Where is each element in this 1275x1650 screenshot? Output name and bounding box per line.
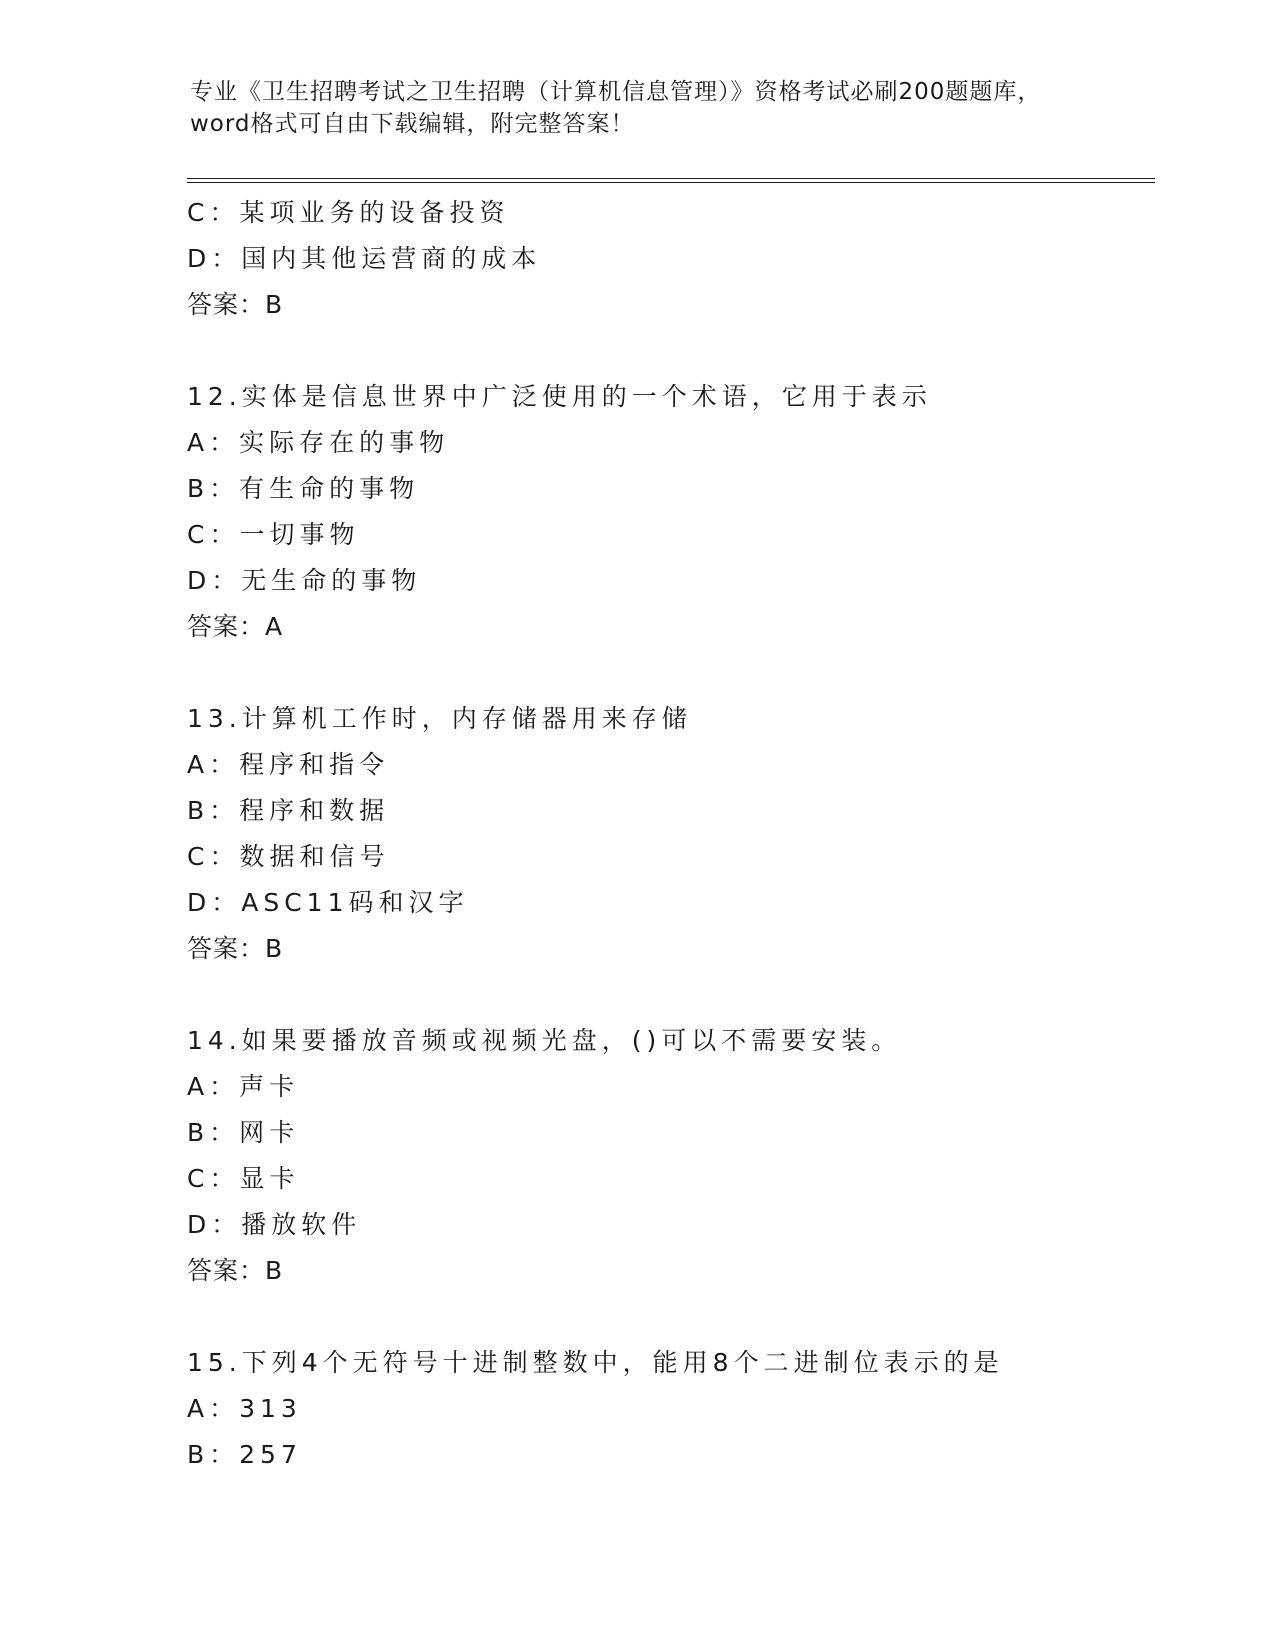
option-c: C：一切事物 xyxy=(187,520,360,549)
spacer xyxy=(187,972,1147,1018)
answer-line: 答案：A xyxy=(187,612,284,641)
question-stem: 13.计算机工作时，内存储器用来存储 xyxy=(187,704,692,733)
option-d: D：播放软件 xyxy=(187,1210,362,1239)
header-title-line-1: 专业《卫生招聘考试之卫生招聘（计算机信息管理）》资格考试必刷200题题库， xyxy=(190,79,1042,105)
option-a: A：程序和指令 xyxy=(187,750,390,779)
question-stem: 12.实体是信息世界中广泛使用的一个术语，它用于表示 xyxy=(187,382,932,411)
option-a: A：实际存在的事物 xyxy=(187,428,450,457)
document-header xyxy=(190,76,1090,140)
option-c: C：数据和信号 xyxy=(187,842,390,871)
option-b: B：257 xyxy=(187,1440,302,1469)
question-stem: 14.如果要播放音频或视频光盘，()可以不需要安装。 xyxy=(187,1026,902,1055)
spacer xyxy=(187,328,1147,374)
header-divider-top xyxy=(187,178,1155,179)
option-a: A：声卡 xyxy=(187,1072,300,1101)
option-b: B：程序和数据 xyxy=(187,796,390,825)
answer-line: 答案：B xyxy=(187,934,284,963)
option-c: C：某项业务的设备投资 xyxy=(187,198,510,227)
question-stem: 15.下列4个无符号十进制整数中，能用8个二进制位表示的是 xyxy=(187,1348,1004,1377)
spacer xyxy=(187,1294,1147,1340)
option-d: D：ASC11码和汉字 xyxy=(187,888,469,917)
answer-line: 答案：B xyxy=(187,1256,284,1285)
option-a: A：313 xyxy=(187,1394,302,1423)
question-list xyxy=(187,190,1147,1478)
option-d: D：国内其他运营商的成本 xyxy=(187,244,542,273)
spacer xyxy=(187,650,1147,696)
answer-line: 答案：B xyxy=(187,290,284,319)
option-c: C：显卡 xyxy=(187,1164,300,1193)
option-b: B：网卡 xyxy=(187,1118,300,1147)
option-b: B：有生命的事物 xyxy=(187,474,420,503)
option-d: D：无生命的事物 xyxy=(187,566,422,595)
header-title-line-2: word格式可自由下载编辑，附完整答案！ xyxy=(190,111,635,137)
header-divider-bottom xyxy=(187,182,1155,183)
